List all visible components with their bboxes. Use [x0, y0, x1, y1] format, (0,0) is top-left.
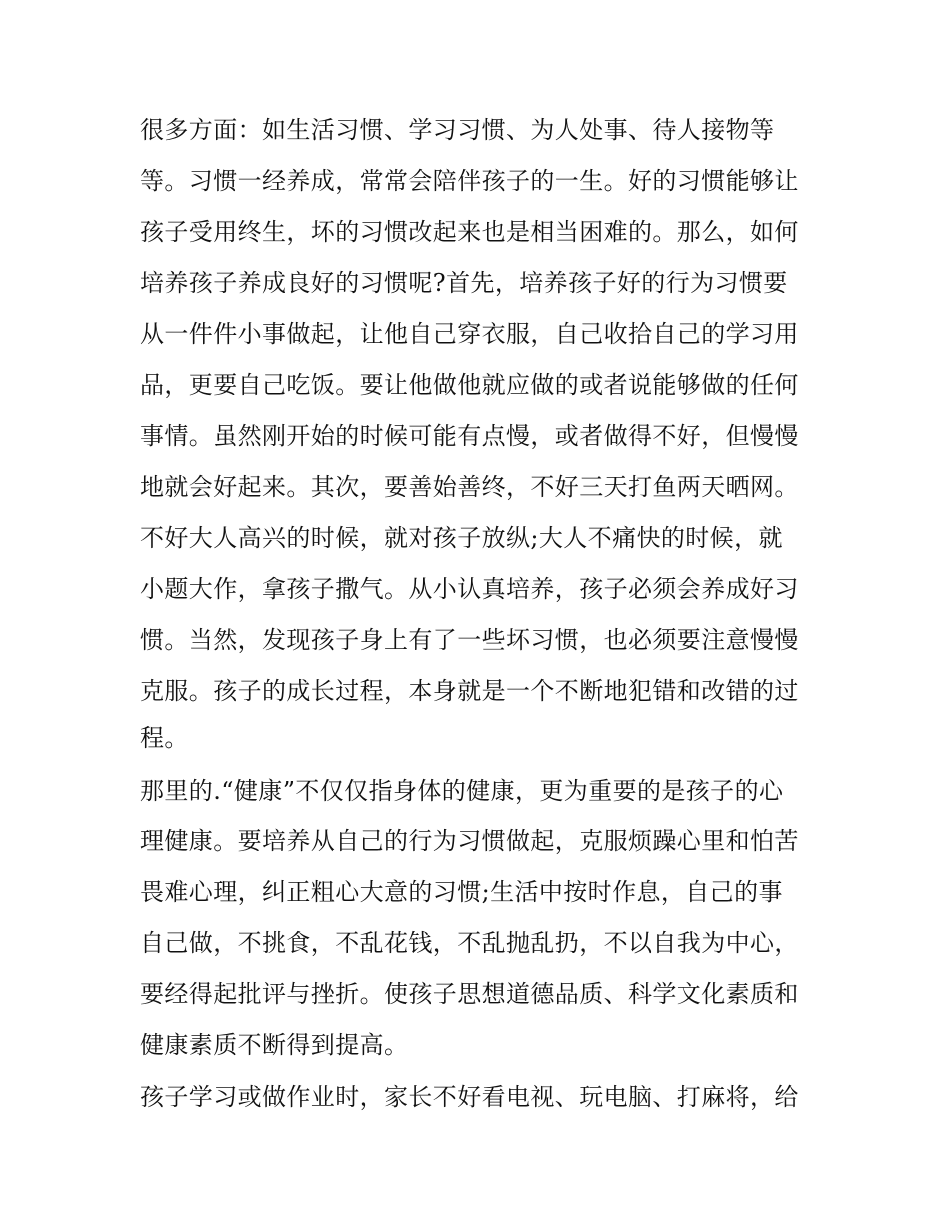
text-line: 惯。当然，发现孩子身上有了一些坏习惯，也必须要注意慢慢	[140, 626, 799, 654]
text-line: 地就会好起来。其次，要善始善终，不好三天打鱼两天晒网。	[140, 473, 799, 501]
text-line: 从一件件小事做起，让他自己穿衣服，自己收拾自己的学习用	[140, 320, 799, 348]
text-line: 健康素质不断得到提高。	[140, 1031, 409, 1059]
text-line: 要经得起批评与挫折。使孩子思想道德品质、科学文化素质和	[140, 980, 799, 1008]
text-line: 自己做，不挑食，不乱花钱，不乱抛乱扔，不以自我为中心，	[140, 929, 799, 957]
text-line: 孩子受用终生，坏的习惯改起来也是相当困难的。那么，如何	[140, 218, 799, 246]
text-line: 事情。虽然刚开始的时候可能有点慢，或者做得不好，但慢慢	[140, 422, 799, 450]
text-line: 克服。孩子的成长过程，本身就是一个不断地犯错和改错的过	[140, 677, 799, 705]
text-line: 很多方面：如生活习惯、学习习惯、为人处事、待人接物等	[140, 116, 775, 144]
text-line: 孩子学习或做作业时，家长不好看电视、玩电脑、打麻将，给	[140, 1083, 799, 1111]
text-line: 培养孩子养成良好的习惯呢?首先，培养孩子好的行为习惯要	[140, 269, 788, 297]
text-line: 小题大作，拿孩子撒气。从小认真培养，孩子必须会养成好习	[140, 575, 799, 603]
text-line: 不好大人高兴的时候，就对孩子放纵;大人不痛快的时候，就	[140, 524, 783, 552]
text-line: 品，更要自己吃饭。要让他做他就应做的或者说能够做的任何	[140, 371, 799, 399]
document-body	[140, 0, 820, 1229]
text-line: 等。习惯一经养成，常常会陪伴孩子的一生。好的习惯能够让	[140, 167, 799, 195]
text-line: 理健康。要培养从自己的行为习惯做起，克服烦躁心里和怕苦	[140, 827, 799, 855]
text-line: 畏难心理，纠正粗心大意的习惯;生活中按时作息，自己的事	[140, 878, 783, 906]
text-line: 那里的.“健康”不仅仅指身体的健康，更为重要的是孩子的心	[140, 777, 784, 805]
text-line: 程。	[140, 724, 189, 752]
